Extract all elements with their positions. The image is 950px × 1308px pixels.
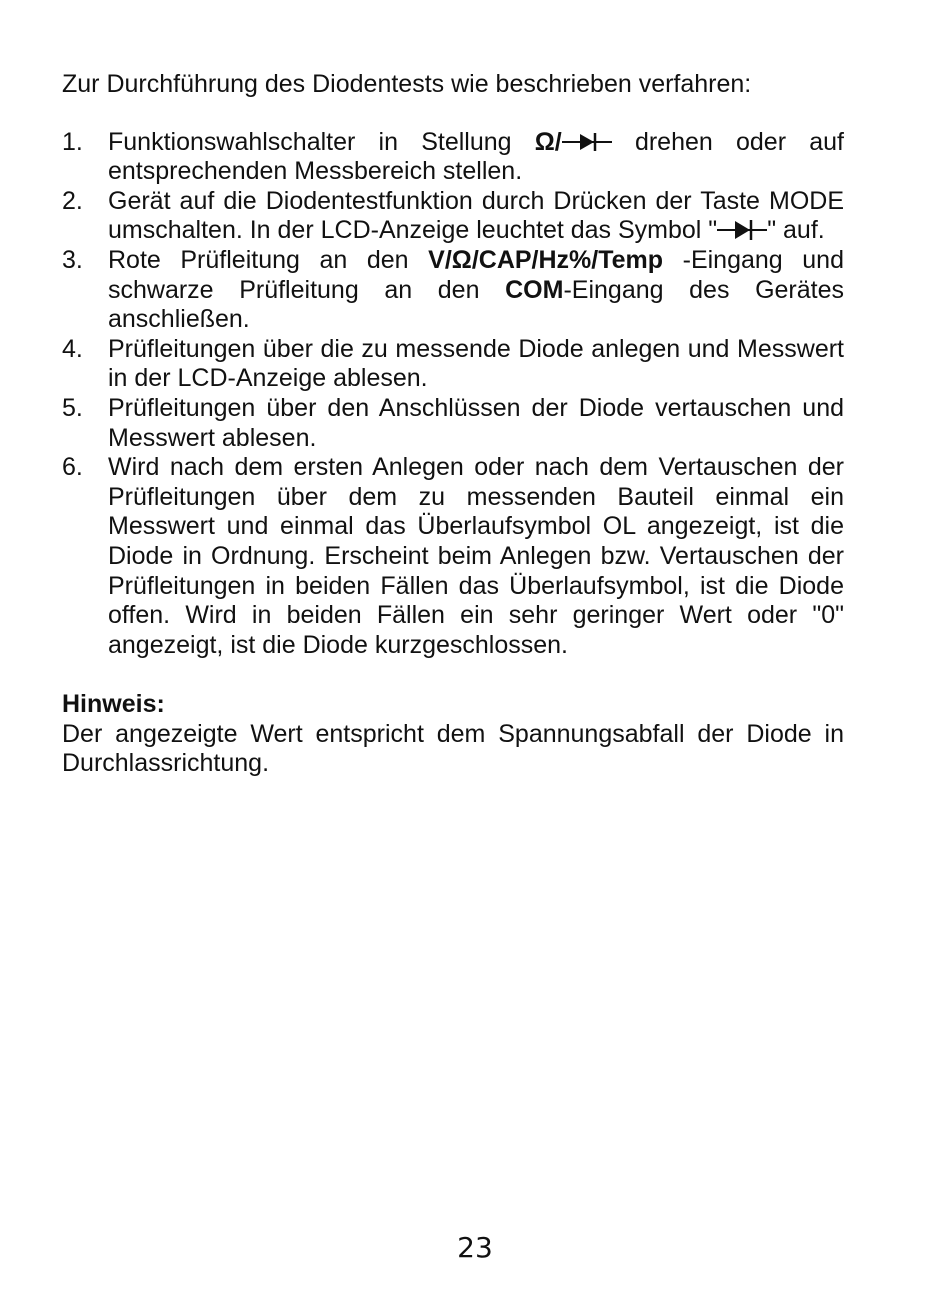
com-jack-label: COM [505,275,564,304]
step-text: -Eingang des Gerätes anschließen. [108,275,845,334]
step-text: drehen oder auf entsprechenden Messbereich stellen. [108,127,844,186]
diode-icon [562,132,612,152]
step-number: 6. [62,453,83,482]
step-text: Prüfleitungen über die zu messende Diode anlegen und Messwert in der LCD-Anzeige ablesen. [108,334,844,393]
step-2 [62,187,844,246]
step-text: Rote Prüfleitung an den [108,245,429,274]
ohm-symbol: Ω/ [534,127,562,156]
step-number: 2. [62,186,83,215]
step-number: 1. [62,127,83,156]
document-body [62,70,844,779]
note-title: Hinweis: [62,690,165,719]
step-1 [62,128,844,187]
note-text: Der angezeigte Wert entspricht dem Spannungsabfall der Diode in Durchlassrichtung. [62,719,844,778]
step-text: Wird nach dem ersten Anlegen oder nach dem Vertauschen der Prüfleitungen über dem zu messenden Bauteil einmal ein Messwert und einmal das Überlaufsymbol OL angezeigt, ist die Diode in Ordnung. Erscheint beim Anlegen bzw. Vertauschen der Prüfleitungen in beiden Fällen das Überlaufsymbol, ist die Diode offen. Wird in beiden Fällen ein sehr geringer Wert oder "0" angezeigt, ist die Diode kurzgeschlossen. [108,453,844,659]
step-text: Funktionswahlschalter in Stellung [108,127,535,156]
step-6 [62,453,844,660]
step-text: Gerät auf die Diodentestfunktion durch Drücken der Taste MODE umschalten. In der LCD-Anzeige leuchtet das Symbol " [108,186,844,245]
diode-icon [717,220,767,240]
step-text: " auf. [767,216,825,245]
step-number: 3. [62,245,83,274]
step-3 [62,246,844,335]
input-jack-label: V/Ω/CAP/Hz%/Temp [428,245,664,274]
step-text: Prüfleitungen über den Anschlüssen der Diode vertauschen und Messwert ablesen. [108,393,844,452]
step-text: -Eingang und schwarze Prüfleitung an den [108,245,844,304]
instruction-list [62,128,844,661]
intro-text: Zur Durchführung des Diodentests wie beschrieben verfahren: [62,70,752,98]
step-5 [62,394,844,453]
step-4 [62,335,844,394]
page-number: 23 [457,1231,493,1264]
step-number: 4. [62,334,83,363]
step-number: 5. [62,393,83,422]
